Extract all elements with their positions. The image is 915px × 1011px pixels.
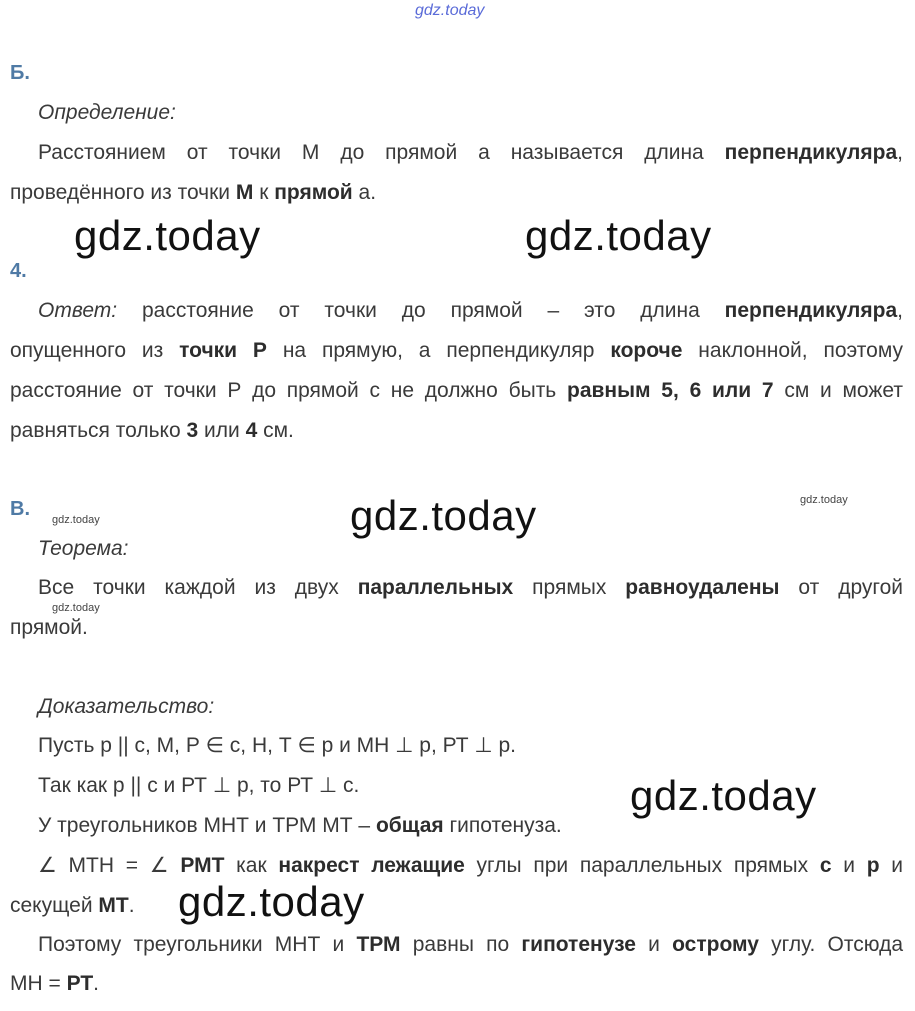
watermark: gdz.today [350,492,537,539]
proof-line: Так как р || с и РТ ⊥ р, то РТ ⊥ с. [38,774,360,797]
watermark: gdz.today [74,212,261,259]
proof-line: ∠ МТН = ∠ РМТ как накрест лежащие углы при параллельных прямых с и р и [38,854,903,877]
watermark: gdz.today [525,212,712,259]
answer-line: Ответ: расстояние от точки до прямой – это длина перпендикуляра, [38,299,903,322]
theorem-line: Все точки каждой из двух параллельных прямых равноудалены от другой [38,576,903,599]
watermark: gdz.today [178,878,365,925]
theorem-line: прямой. [10,616,88,639]
watermark: gdz.today [630,772,817,819]
definition-title: Определение: [38,101,176,124]
answer-line: опущенного из точки Р на прямую, а перпендикуляр короче наклонной, поэтому [10,339,904,362]
section-label-b: Б. [10,62,30,84]
section-label-4: 4. [10,260,27,282]
answer-label: Ответ: [38,299,118,322]
proof-title: Доказательство: [38,695,215,718]
proof-line: МН = РТ. [10,972,99,995]
section-label-v: В. [10,498,30,520]
watermark-small: gdz.today [800,494,848,506]
theorem-title: Теорема: [38,537,129,560]
proof-line: Поэтому треугольники МНТ и ТРМ равны по гипотенузе и острому углу. Отсюда [38,933,903,956]
answer-line: равняться только 3 или 4 см. [10,419,294,442]
answer-line: расстояние от точки Р до прямой с не должно быть равным 5, 6 или 7 см и может [10,379,903,402]
proof-line: У треугольников МНТ и ТРМ МТ – общая гипотенуза. [38,814,562,837]
watermark-small: gdz.today [52,514,100,526]
definition-line: проведённого из точки М к прямой а. [10,181,377,204]
watermark-small: gdz.today [52,602,100,614]
proof-line: секущей МТ. [10,894,135,917]
watermark-top: gdz.today [415,2,485,19]
definition-line: Расстоянием от точки М до прямой а называется длина перпендикуляра, [38,141,903,164]
proof-line: Пусть р || с, М, Р ∈ с, Н, Т ∈ р и МН ⊥ р, РТ ⊥ р. [38,734,517,757]
